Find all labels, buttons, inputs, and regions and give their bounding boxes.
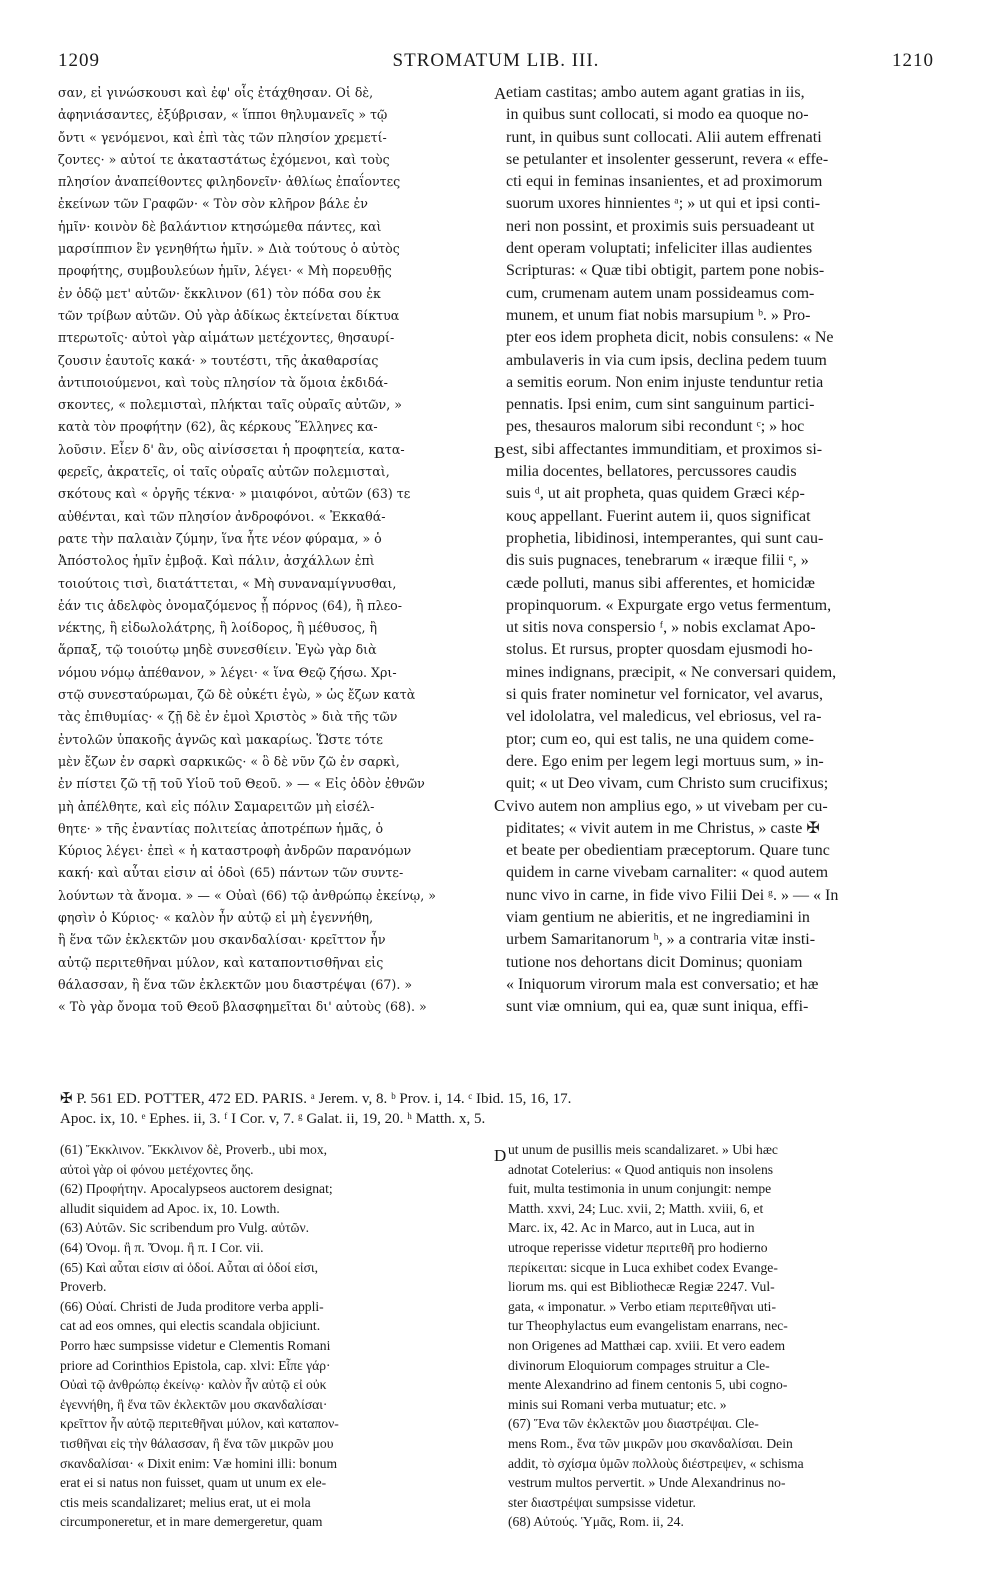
greek-text-line: ἐντολῶν ὑπακοῆς ἁγνῶς καὶ μακαρίως. Ὥστε τότε — [58, 731, 383, 747]
note-line: (68) Αὐτούς. Ὑμᾶς, Rom. ii, 24. — [508, 1514, 684, 1530]
latin-text-line: quidem in carne vivebam carnaliter: « quod autem — [506, 864, 829, 882]
note-line: utroque reperisse videtur περιτεθῆ pro hodierno — [508, 1239, 768, 1255]
note-line: vestrum multos pervertit. » Unde Alexandrinus no- — [508, 1475, 786, 1491]
greek-text-line: Κύριος λέγει· ἐπεὶ « ἡ καταστροφὴ ἀνδρῶν παρανόμων — [58, 843, 412, 859]
greek-text-line: λούντων τὰ ἄνομα. » — « Οὐαὶ (66) τῷ ἀνθρώπῳ ἐκείνῳ, » — [58, 887, 436, 903]
reference-line: Apoc. ix, 10. ᵉ Ephes. ii, 3. ᶠ I Cor. v, 7. ᵍ Galat. ii, 19, 20. ʰ Matth. x, 5. — [60, 1111, 486, 1127]
latin-text-line: κους appellant. Fuerint autem ii, quos significat — [506, 507, 811, 525]
latin-text-line: ptor; cum eo, qui est talis, ne una quidem come- — [506, 730, 814, 748]
latin-text-line: quit; « ut Deo vivam, cum Christo sum crucifixus; — [506, 775, 829, 793]
running-head — [58, 50, 934, 74]
greek-text-line: ἐάν τις ἀδελφὸς ὀνομαζόμενος ᾖ πόρνος (64), ἢ πλεο- — [58, 597, 402, 613]
running-title: STROMATUM LIB. III. — [392, 50, 600, 71]
latin-text-line: Scripturas: « Quæ tibi obtigit, partem pone nobis- — [506, 262, 825, 280]
greek-text-line: ἀφηνιάσαντες, ἐξύβρισαν, « ἵπποι θηλυμανεῖς » τῷ — [58, 107, 388, 123]
latin-text-line: pes, thesauros malorum sibi recondunt ᶜ; » hoc — [506, 418, 805, 436]
note-line: alludit siquidem ad Apoc. ix, 10. Lowth. — [60, 1200, 280, 1216]
reference-line: ✠ P. 561 ED. POTTER, 472 ED. PARIS. ᵃ Jerem. v, 8. ᵇ Prov. i, 14. ᶜ Ibid. 15, 16, 17. — [60, 1091, 572, 1107]
greek-text-line: αὐτῷ περιτεθῆναι μύλον, καὶ καταποντισθῆναι εἰς — [58, 954, 384, 970]
latin-text-column — [506, 82, 936, 1084]
page-number-right: 1210 — [892, 50, 934, 71]
latin-text-line: tutione nos dehortans dicit Dominus; quoniam — [506, 953, 803, 971]
note-line: tur Theophylactus eum evangelistam enarrans, nec- — [508, 1318, 788, 1334]
greek-text-line: ἐν ὁδῷ μετ' αὐτῶν· ἔκκλινον (61) τὸν πόδα σου ἐκ — [58, 285, 381, 301]
latin-text-line: munem, et unum fiat nobis marsupium ᵇ. » Pro- — [506, 306, 811, 324]
note-line: mente Alexandrino ad finem centonis 5, ubi cogno- — [508, 1377, 788, 1393]
note-line: Porro hæc sumpsisse videtur e Clementis Romani — [60, 1337, 331, 1353]
notes-left-column — [60, 1140, 490, 1550]
note-line: Matth. xxvi, 24; Luc. xvii, 2; Matth. xviii, 6, et — [508, 1200, 764, 1216]
greek-text-line: σκότους καὶ « ὀργῆς τέκνα· » μιαιφόνοι, αὐτῶν (63) τε — [58, 486, 411, 502]
greek-text-line: νέκτης, ἢ εἰδωλολάτρης, ἢ λοίδορος, ἢ μέθυσος, ἢ — [58, 620, 378, 636]
note-line: (65) Καὶ αὗται εἰσιν αἱ ὁδοί. Αὗται αἱ ὁδοί εἰσι, — [60, 1259, 318, 1275]
page-number-left: 1209 — [58, 50, 100, 71]
note-line: (63) Αὐτῶν. Sic scribendum pro Vulg. αὐτῶν. — [60, 1220, 310, 1236]
latin-text-line: pennatis. Ipsi enim, cum sint sanguinum partici- — [506, 396, 815, 414]
greek-text-line: ἡμῖν· κοινὸν δὲ βαλάντιον κτησώμεθα πάντες, καὶ — [58, 218, 382, 234]
greek-text-line: σκοντες, « πολεμισταὶ, πλήκται ταῖς οὐραῖς αὐτῶν, » — [58, 397, 402, 413]
latin-text-line: vivo autem non amplius ego, » ut vivebam per cu- — [506, 797, 828, 815]
greek-text-line: μαρσίππιον ἓν γενηθήτω ἡμῖν. » Διὰ τούτους ὁ αὐτὸς — [58, 241, 400, 257]
note-line: priore ad Corinthios Epistola, cap. xlvi: Εἶπε γάρ· — [60, 1357, 331, 1373]
greek-text-line: προφήτης, συμβουλεύων ἡμῖν, λέγει· « Μὴ πορευθῇς — [58, 263, 392, 279]
latin-text-line: suis ᵈ, ut ait propheta, quas quidem Græci κέρ- — [506, 485, 805, 503]
latin-text-line: et beate per obedientiam præceptorum. Quare tunc — [506, 842, 830, 860]
note-line: circumponeretur, et in mare demergeretur, quam — [60, 1514, 323, 1530]
latin-text-line: mines indignans, præcipit, « Ne conversari quidem, — [506, 663, 837, 681]
note-line: ut unum de pusillis meis scandalizaret. » Ubi hæc — [508, 1142, 778, 1157]
latin-text-line: sunt viæ omnium, qui ea, quæ sunt iniqua, effi- — [506, 998, 809, 1016]
latin-text-line: a semitis eorum. Non enim injuste tenduntur retia — [506, 373, 824, 391]
latin-text-line: si quis frater nominetur vel fornicator, vel avarus, — [506, 686, 824, 704]
greek-text-line: ἀντιποιούμενοι, καὶ τοὺς πλησίον τὰ ὅμοια ἐκδιδά- — [58, 374, 388, 390]
latin-text-line: pter eos idem propheta dicit, nobis consulens: « Ne — [506, 329, 834, 347]
note-line: erat ei si natus non fuisset, quam ut unum ex ele- — [60, 1475, 327, 1491]
latin-text-line: dere. Ego enim per legem legi mortuus sum, » in- — [506, 752, 824, 770]
note-line: cat ad eos omnes, qui electis scandala objiciunt. — [60, 1318, 321, 1334]
greek-text-line: τοιούτοις τισὶ, διατάττεται, « Μὴ συναναμίγνυσθαι, — [58, 575, 397, 591]
latin-text-line: piditates; « vivit autem in me Christus, » caste ✠ — [506, 819, 820, 837]
note-line: fuit, multa testimonia in unum conjungit: nempe — [508, 1181, 772, 1197]
greek-text-line: μὲν ἔζων ἐν σαρκὶ σαρκικῶς· « ὃ δὲ νῦν ζῶ ἐν σαρκὶ, — [58, 753, 400, 769]
latin-text-line: in quibus sunt collocati, si modo ea quoque no- — [506, 106, 809, 124]
latin-text-line: cti equi in feminas insanientes, et ad proximorum — [506, 173, 823, 191]
note-line: σκανδαλίσαι· « Dixit enim: Væ homini illi: bonum — [60, 1455, 338, 1471]
note-line: adnotat Cotelerius: « Quod antiquis non insolens — [508, 1161, 774, 1177]
greek-text-line: ὄντι « γενόμενοι, καὶ ἐπὶ τὰς τῶν πλησίον χρεμετί- — [58, 129, 387, 145]
greek-text-line: μὴ ἀπέλθητε, καὶ εἰς πόλιν Σαμαρειτῶν μὴ εἰσέλ- — [58, 798, 375, 814]
greek-text-line: θητε· » τῆς ἐναντίας πολιτείας ἀποτρέπων ἡμᾶς, ὁ — [58, 820, 384, 836]
greek-text-line: τῶν τρίβων αὐτῶν. Οὐ γὰρ ἀδίκως ἐκτείνεται δίκτυα — [58, 307, 400, 323]
note-line: mens Rom., ἕνα τῶν μικρῶν μου σκανδαλίσαι. Dein — [508, 1435, 793, 1451]
latin-text-line: « Iniquorum virorum mala est conversatio; et hæ — [506, 975, 819, 993]
latin-text-line: neri non possint, et proximis suis persuadeant ut — [506, 217, 815, 235]
greek-text-column — [58, 82, 490, 1084]
greek-text-line: στῷ συνεσταύρωμαι, ζῶ δὲ οὐκέτι ἐγὼ, » ὡς ἔζων κατὰ — [58, 687, 416, 703]
margin-letter-a: A — [494, 84, 507, 103]
note-line: (66) Οὐαί. Christi de Juda proditore verba appli- — [60, 1298, 324, 1314]
note-line: ster διαστρέψαι sumpsisse videtur. — [508, 1494, 696, 1510]
latin-text-line: propinquorum. « Expurgate ergo vetus fermentum, — [506, 596, 832, 614]
note-line: κρεῖττον ἦν αὐτῷ περιτεθῆναι μύλον, καὶ καταπον- — [60, 1416, 339, 1432]
greek-text-line: κατὰ τὸν προφήτην (62), ἃς κέρκους Ἕλληνες κα- — [58, 419, 378, 435]
greek-text-line: πτερωτοῖς· αὐτοὶ γὰρ αἱμάτων μετέχοντες, θησαυρί- — [58, 330, 395, 346]
greek-text-line: θάλασσαν, ἢ ἕνα τῶν ἐκλεκτῶν μου διαστρέψαι (67). » — [58, 976, 413, 992]
note-line: Proverb. — [60, 1279, 107, 1295]
margin-letter-b: B — [494, 443, 506, 462]
note-line: (62) Προφήτην. Apocalypseos auctorem designat; — [60, 1181, 333, 1197]
latin-text-line: cæde polluti, manus sibi afferentes, et homicidæ — [506, 574, 815, 592]
note-line: (61) Ἔκκλινον. Ἔκκλινον δὲ, Proverb., ubi mox, — [60, 1142, 328, 1157]
note-line: ctis meis scandalizaret; melius erat, ut ei mola — [60, 1494, 311, 1510]
note-line: divinorum Eloquiorum compages struitur a Cle- — [508, 1357, 770, 1373]
note-line: ἐγεννήθη, ἢ ἕνα τῶν ἐκλεκτῶν μου σκανδαλίσαι· — [60, 1396, 328, 1412]
note-line: (67) Ἕνα τῶν ἐκλεκτῶν μου διαστρέψαι. Cle- — [508, 1416, 759, 1432]
latin-text-line: cum, crumenam autem unam possideamus com- — [506, 284, 815, 302]
greek-text-line: σαν, εἰ γινώσκουσι καὶ ἐφ' οἷς ἐτάχθησαν. Οἱ δὲ, — [58, 85, 374, 100]
greek-text-line: ζοντες· » αὐτοί τε ἀκαταστάτως ἐχόμενοι, καὶ τοὺς — [58, 151, 390, 167]
note-line: minis sui Romani verba mutuatur; etc. » — [508, 1396, 727, 1412]
notes-right-column — [508, 1140, 938, 1550]
greek-text-line: ἢ ἕνα τῶν ἐκλεκτῶν μου σκανδαλίσαι· κρεῖττον ἦν — [58, 932, 386, 948]
margin-letter-c: C — [494, 796, 506, 815]
note-line: περίκειται: sicque in Luca exhibet codex Evange- — [508, 1259, 778, 1275]
latin-text-line: runt, in quibus sunt collocati. Alii autem effrenati — [506, 128, 822, 146]
note-line: gata, « imponatur. » Verbo etiam περιτεθῆναι uti- — [508, 1298, 776, 1314]
greek-text-line: « Τὸ γὰρ ὄνομα τοῦ Θεοῦ βλασφημεῖται δι' αὐτοὺς (68). » — [58, 999, 427, 1015]
greek-text-line: αὐθένται, καὶ τῶν πλησίον ἀνδροφόνοι. « Ἐκκαθά- — [58, 508, 386, 524]
greek-text-line: ἅρπαξ, τῷ τοιούτῳ μηδὲ συνεσθίειν. Ἐγὼ γὰρ διὰ — [58, 642, 377, 658]
note-line: non Origenes ad Matthæi cap. xviii. Et vero eadem — [508, 1337, 786, 1353]
greek-text-line: νόμου νόμῳ ἀπέθανον, » λέγει· « ἵνα Θεῷ ζήσω. Χρι- — [58, 664, 397, 680]
latin-text-line: nunc vivo in carne, in fide vivo Filii Dei ᵍ. » — « In — [506, 886, 839, 904]
greek-text-line: λοῦσιν. Εἶεν δ' ἂν, οὓς αἰνίσσεται ἡ προφητεία, κατα- — [58, 441, 405, 457]
greek-text-line: Ἀπόστολος ἡμῖν ἐμβοᾷ. Καὶ πάλιν, ἀσχάλλων ἐπὶ — [58, 553, 375, 569]
note-line: (64) Ὀνομ. ἢ π. Ὄνομ. ἢ π. I Cor. vii. — [60, 1239, 264, 1255]
greek-text-line: κακή· καὶ αὗται εἰσιν αἱ ὁδοὶ (65) πάντων τῶν συντε- — [58, 865, 404, 881]
latin-text-line: stolus. Et rursus, propter quosdam ejusmodi ho- — [506, 641, 813, 659]
note-line: Οὐαὶ τῷ ἀνθρώπῳ ἐκείνῳ· καλὸν ἦν αὐτῷ εἰ οὐκ — [60, 1377, 327, 1393]
edition-references — [60, 1089, 936, 1137]
note-line: liorum ms. qui est Bibliothecæ Regiæ 2247. Vul- — [508, 1279, 775, 1295]
greek-text-line: ζουσιν ἑαυτοῖς κακά· » τουτέστι, τῆς ἀκαθαρσίας — [58, 352, 379, 368]
latin-text-line: etiam castitas; ambo autem agant gratias in iis, — [506, 84, 805, 101]
latin-text-line: ut sitis nova conspersio ᶠ, » nobis exclamat Apo- — [506, 619, 816, 637]
latin-text-line: ambulaveris in via cum ipsis, declina pedem tuum — [506, 351, 827, 369]
note-line: addit, τὸ σχίσμα ὑμῶν πολλοὺς διέστρεψεν, « schisma — [508, 1455, 804, 1471]
latin-text-line: viam gentium ne abieritis, et ne ingrediamini in — [506, 908, 810, 926]
latin-text-line: dis suis pugnaces, tenebrarum « iræque filii ᵉ, » — [506, 552, 809, 570]
latin-text-line: vel idololatra, vel maledicus, vel ebriosus, vel ra- — [506, 708, 822, 726]
greek-text-line: φερεῖς, ἀκρατεῖς, οἱ ταῖς οὐραῖς αὐτῶν πολεμισταὶ, — [58, 464, 390, 480]
latin-text-line: dent operam voluptati; infeliciter illas audientes — [506, 240, 813, 258]
note-line: αὐτοὶ γὰρ οἱ φόνου μετέχοντες ὄης. — [60, 1161, 254, 1177]
note-line: τισθῆναι εἰς τὴν θάλασσαν, ἢ ἕνα τῶν μικρῶν μου — [60, 1435, 334, 1451]
greek-text-line: φησὶν ὁ Κύριος· « καλὸν ἦν αὐτῷ εἰ μὴ ἐγεννήθη, — [58, 909, 374, 925]
latin-text-line: milia docentes, bellatores, percussores caudis — [506, 463, 797, 481]
greek-text-line: ρατε τὴν παλαιὰν ζύμην, ἵνα ἦτε νέον φύραμα, » ὁ — [58, 530, 382, 546]
latin-text-line: suorum uxores hinnientes ᵃ; » ut qui et ipsi conti- — [506, 195, 821, 213]
latin-text-line: prophetia, libidinosi, intemperantes, qui sunt cau- — [506, 529, 824, 547]
greek-text-line: ἐν πίστει ζῶ τῇ τοῦ Υἱοῦ τοῦ Θεοῦ. » — « Εἰς ὁδὸν ἐθνῶν — [58, 776, 425, 792]
latin-text-line: se petulanter et insolenter gesserunt, revera « effe- — [506, 150, 829, 168]
greek-text-line: πλησίον ἀναπείθοντες φιληδονεῖν· ἀθλίως ἐπαΐοντες — [58, 174, 401, 190]
note-line: Marc. ix, 42. Ac in Marco, aut in Luca, aut in — [508, 1220, 755, 1236]
margin-letter-d: D — [494, 1146, 507, 1165]
latin-text-line: urbem Samaritanorum ʰ, » a contraria vitæ insti- — [506, 931, 816, 949]
latin-text-line: est, sibi affectantes immunditiam, et proximos si- — [506, 440, 823, 458]
greek-text-line: τὰς ἐπιθυμίας· « ζῇ δὲ ἐν ἐμοὶ Χριστὸς » διὰ τῆς τῶν — [58, 709, 398, 725]
greek-text-line: ἐκείνων τῶν Γραφῶν· « Τὸν σὸν κλῆρον βάλε ἐν — [58, 196, 368, 212]
